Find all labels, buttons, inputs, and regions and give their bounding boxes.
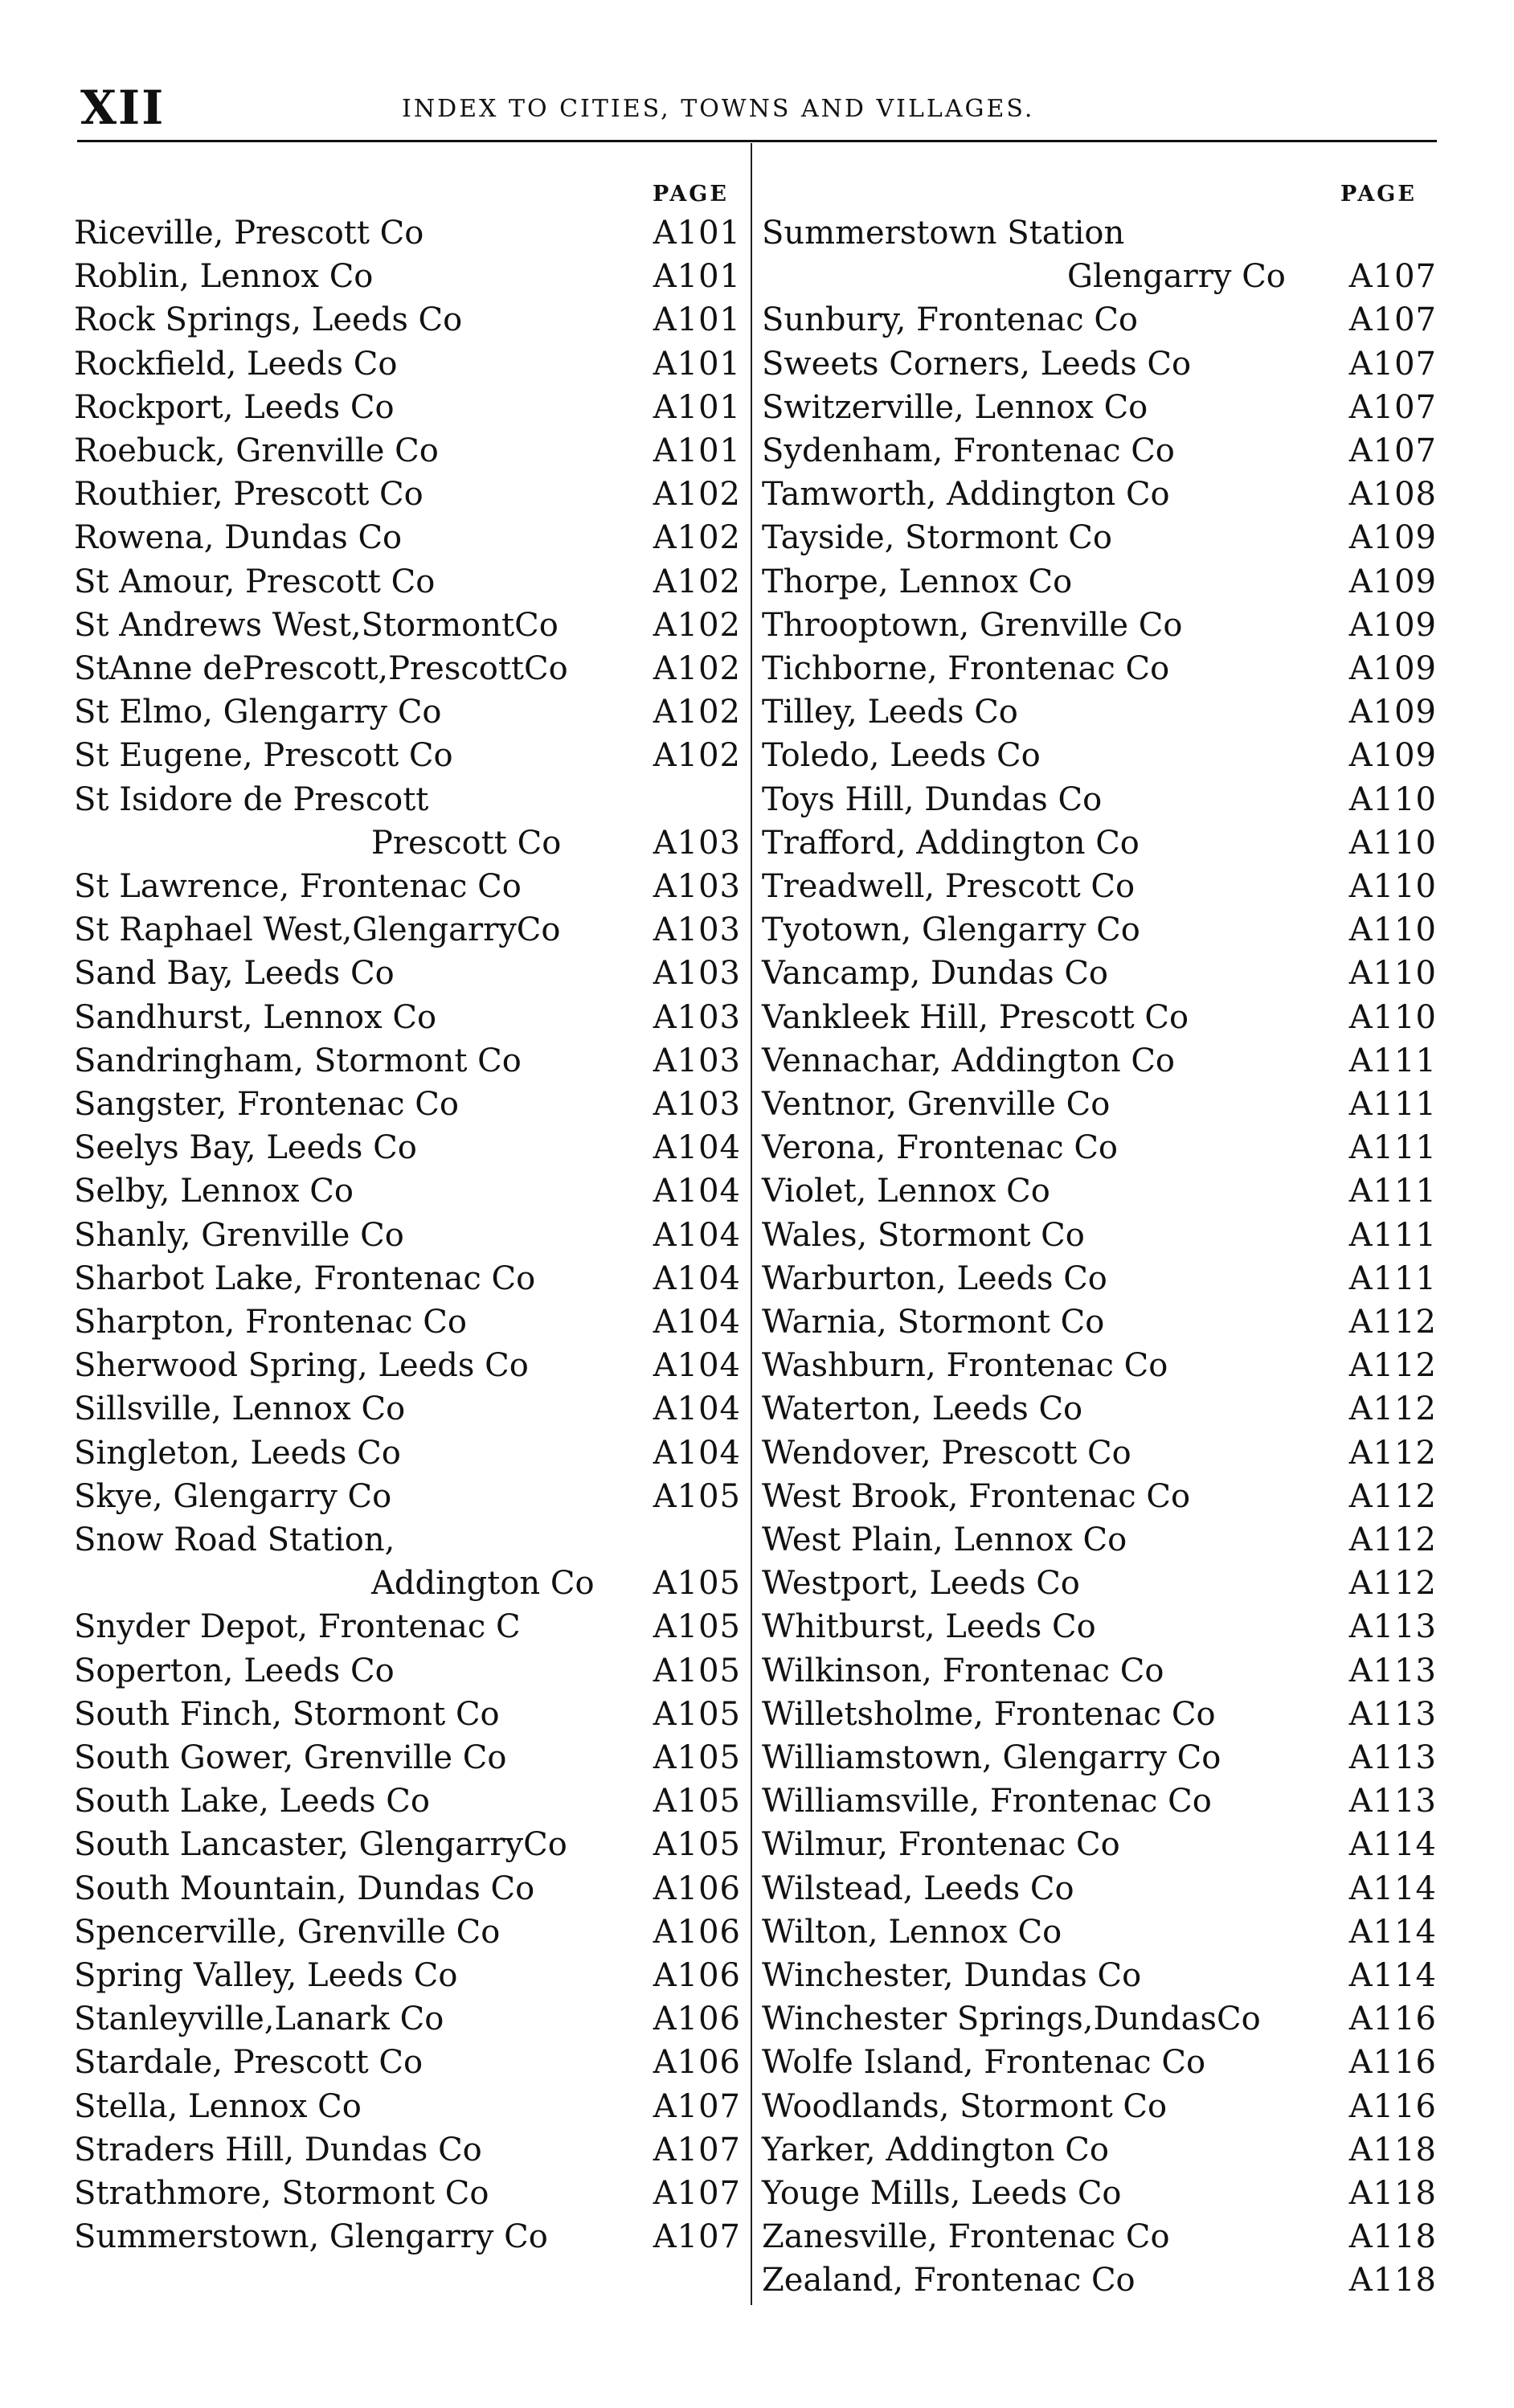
entry-page: A109: [1348, 519, 1437, 557]
entry-name: South Mountain, Dundas Co: [74, 1869, 535, 1907]
entry-name: St Andrews West,StormontCo: [74, 606, 559, 644]
entry-page: A101: [653, 258, 741, 296]
entry-page: A110: [1348, 780, 1437, 818]
index-entry: [74, 2041, 741, 2083]
entry-page: A109: [1348, 563, 1437, 600]
entry-page: A109: [1348, 650, 1437, 687]
index-entry: [74, 1476, 741, 1517]
entry-name: St Eugene, Prescott Co: [74, 737, 453, 775]
entry-name: Ventnor, Grenville Co: [762, 1086, 1111, 1123]
entry-name: Toledo, Leeds Co: [762, 737, 1041, 775]
entry-page: A116: [1348, 2001, 1437, 2038]
entry-page: A112: [1348, 1304, 1437, 1341]
entry-page: A105: [653, 1477, 741, 1515]
entry-page: A116: [1348, 2087, 1437, 2125]
entry-name: Waterton, Leeds Co: [762, 1390, 1083, 1428]
entry-name: Skye, Glengarry Co: [74, 1477, 392, 1515]
entry-page: A114: [1348, 1869, 1437, 1907]
entry-page: A112: [1348, 1390, 1437, 1428]
entry-name: Roblin, Lennox Co: [74, 258, 374, 296]
entry-page: A107: [1348, 258, 1437, 296]
index-entry: [762, 1693, 1437, 1735]
index-entry: [762, 604, 1437, 646]
entry-name: Whitburst, Leeds Co: [762, 1608, 1096, 1646]
entry-page: A110: [1348, 868, 1437, 905]
entry-name: Williamsville, Frontenac Co: [762, 1783, 1212, 1820]
index-entry: [762, 1562, 1437, 1604]
entry-page: A118: [1348, 2218, 1437, 2256]
index-entry: [74, 387, 741, 428]
entry-name: Riceville, Prescott Co: [74, 215, 424, 252]
index-entry: [762, 1606, 1437, 1648]
index-entry: [74, 2173, 741, 2214]
index-entry: [74, 1737, 741, 1779]
entry-page: A105: [653, 1826, 741, 1864]
entry-page: A112: [1348, 1565, 1437, 1603]
entry-continuation: Prescott Co: [371, 824, 562, 862]
entry-page: A114: [1348, 1957, 1437, 1994]
index-entry: [762, 735, 1437, 776]
entry-page: A111: [1348, 1086, 1437, 1123]
right-page-column-label: PAGE: [1340, 182, 1417, 207]
entry-page: A101: [653, 301, 741, 339]
entry-page: A104: [653, 1347, 741, 1385]
entry-name: Zanesville, Frontenac Co: [762, 2218, 1170, 2256]
index-entry: [762, 387, 1437, 428]
entry-page: A107: [653, 2087, 741, 2125]
entry-name: Sharbot Lake, Frontenac Co: [74, 1259, 536, 1297]
entry-page: A102: [653, 519, 741, 557]
index-entry: [74, 2086, 741, 2127]
entry-name: Sandringham, Stormont Co: [74, 1042, 522, 1079]
entry-name: Summerstown, Glengarry Co: [74, 2218, 548, 2256]
index-entry: [762, 1780, 1437, 1822]
entry-page: A113: [1348, 1652, 1437, 1689]
entry-name: Warburton, Leeds Co: [762, 1259, 1107, 1297]
entry-page: A102: [653, 694, 741, 731]
entry-page: A104: [653, 1259, 741, 1297]
entry-name: Rockport, Leeds Co: [74, 388, 395, 426]
entry-page: A103: [653, 824, 741, 862]
index-entry: [762, 299, 1437, 341]
entry-name: Tayside, Stormont Co: [762, 519, 1112, 557]
entry-name: Sangster, Frontenac Co: [74, 1086, 459, 1123]
entry-page: A112: [1348, 1347, 1437, 1385]
index-entry: [74, 1432, 741, 1474]
entry-name: Routhier, Prescott Co: [74, 476, 424, 514]
index-entry: [74, 1911, 741, 1953]
entry-page: A104: [653, 1304, 741, 1341]
entry-name: Washburn, Frontenac Co: [762, 1347, 1168, 1385]
index-entry: [74, 1345, 741, 1386]
entry-name: Sweets Corners, Leeds Co: [762, 345, 1192, 383]
index-entry: [762, 866, 1437, 907]
index-entry: [762, 1737, 1437, 1779]
index-entry: [74, 299, 741, 341]
entry-name: Tilley, Leeds Co: [762, 694, 1018, 731]
entry-name: Wales, Stormont Co: [762, 1216, 1085, 1254]
entry-name: Vennachar, Addington Co: [762, 1042, 1176, 1079]
entry-page: A105: [653, 1739, 741, 1776]
entry-name: Sherwood Spring, Leeds Co: [74, 1347, 529, 1385]
index-entry: [74, 1519, 741, 1561]
index-entry: [74, 1388, 741, 1430]
entry-name: St Raphael West,GlengarryCo: [74, 911, 561, 949]
index-entry: [74, 1214, 741, 1256]
index-entry: [74, 473, 741, 515]
index-entry: [762, 1258, 1437, 1300]
entry-page: A105: [653, 1608, 741, 1646]
entry-page: A104: [653, 1173, 741, 1210]
entry-page: A106: [653, 2001, 741, 2038]
entry-page: A102: [653, 650, 741, 687]
entry-page: A106: [653, 2044, 741, 2082]
index-entry: [762, 1301, 1437, 1343]
header-rule: [77, 140, 1437, 142]
index-entry: [74, 561, 741, 603]
entry-name: Sharpton, Frontenac Co: [74, 1304, 467, 1341]
entry-page: A105: [653, 1783, 741, 1820]
index-entry: [74, 343, 741, 385]
entry-name: Rockfield, Leeds Co: [74, 345, 398, 383]
index-entry: [74, 212, 741, 254]
index-entry: [74, 1780, 741, 1822]
index-entry: [762, 1868, 1437, 1910]
entry-page: A106: [653, 1913, 741, 1951]
entry-page: A110: [1348, 824, 1437, 862]
entry-page: A112: [1348, 1434, 1437, 1472]
index-entry: [762, 1911, 1437, 1953]
index-entry: [74, 1606, 741, 1648]
index-entry: [762, 1083, 1437, 1125]
entry-name: Roebuck, Grenville Co: [74, 432, 439, 469]
index-entry: [762, 1388, 1437, 1430]
index-entry: [74, 1301, 741, 1343]
entry-name: Westport, Leeds Co: [762, 1565, 1080, 1603]
entry-page: A105: [653, 1652, 741, 1689]
index-entry: [762, 691, 1437, 733]
index-entry: [74, 1127, 741, 1169]
entry-name: Straders Hill, Dundas Co: [74, 2131, 482, 2168]
index-entry: [74, 604, 741, 646]
index-entry: [762, 2086, 1437, 2127]
entry-name: South Lake, Leeds Co: [74, 1783, 430, 1820]
index-entry: [762, 2216, 1437, 2258]
index-entry: [762, 1519, 1437, 1561]
entry-name: St Isidore de Prescott: [74, 780, 429, 818]
entry-name: Treadwell, Prescott Co: [762, 868, 1136, 905]
entry-page: A107: [653, 2218, 741, 2256]
entry-page: A101: [653, 345, 741, 383]
entry-name: Wilkinson, Frontenac Co: [762, 1652, 1164, 1689]
entry-page: A103: [653, 955, 741, 993]
entry-page: A103: [653, 1042, 741, 1079]
entry-name: Willetsholme, Frontenac Co: [762, 1695, 1216, 1733]
entry-page: A103: [653, 868, 741, 905]
entry-name: Wilmur, Frontenac Co: [762, 1826, 1120, 1864]
entry-name: Violet, Lennox Co: [762, 1173, 1050, 1210]
entry-name: Selby, Lennox Co: [74, 1173, 354, 1210]
index-entry: [762, 2173, 1437, 2214]
entry-name: Switzerville, Lennox Co: [762, 388, 1148, 426]
index-entry: [74, 1955, 741, 1996]
entry-page: A102: [653, 606, 741, 644]
entry-name: Shanly, Grenville Co: [74, 1216, 404, 1254]
entry-name: Snyder Depot, Frontenac C: [74, 1608, 521, 1646]
entry-page: A111: [1348, 1173, 1437, 1210]
entry-page: A116: [1348, 2044, 1437, 2082]
entry-name: St Elmo, Glengarry Co: [74, 694, 442, 731]
index-entry: [74, 430, 741, 472]
index-entry-continuation: [762, 256, 1437, 297]
entry-name: Wilton, Lennox Co: [762, 1913, 1062, 1951]
entry-page: A104: [653, 1216, 741, 1254]
entry-page: A113: [1348, 1739, 1437, 1776]
entry-name: Vancamp, Dundas Co: [762, 955, 1109, 993]
index-entry: [762, 1040, 1437, 1082]
entry-page: A105: [653, 1565, 741, 1603]
entry-name: Sandhurst, Lennox Co: [74, 998, 437, 1036]
entry-name: Singleton, Leeds Co: [74, 1434, 401, 1472]
index-entry: [74, 648, 741, 690]
index-entry: [762, 1824, 1437, 1865]
entry-page: A105: [653, 1695, 741, 1733]
entry-page: A112: [1348, 1477, 1437, 1515]
entry-page: A102: [653, 737, 741, 775]
entry-page: A118: [1348, 2262, 1437, 2299]
index-entry: [762, 1955, 1437, 1996]
index-entry: [762, 779, 1437, 821]
page-title: INDEX TO CITIES, TOWNS AND VILLAGES.: [402, 95, 1035, 123]
entry-page: A101: [653, 388, 741, 426]
entry-name: Soperton, Leeds Co: [74, 1652, 395, 1689]
index-entry: [762, 952, 1437, 994]
index-entry: [762, 1432, 1437, 1474]
entry-name: Winchester, Dundas Co: [762, 1957, 1142, 1994]
index-entry: [762, 212, 1437, 254]
index-entry-continuation: [74, 822, 741, 864]
index-entry: [74, 952, 741, 994]
index-entry-continuation: [74, 1562, 741, 1604]
index-entry: [74, 1040, 741, 1082]
entry-name: Woodlands, Stormont Co: [762, 2087, 1168, 2125]
entry-page: A114: [1348, 1913, 1437, 1951]
entry-page: A102: [653, 476, 741, 514]
entry-name: Yarker, Addington Co: [762, 2131, 1109, 2168]
entry-page: A106: [653, 1869, 741, 1907]
entry-name: Tamworth, Addington Co: [762, 476, 1170, 514]
entry-page: A107: [1348, 388, 1437, 426]
index-entry: [74, 691, 741, 733]
entry-name: Strathmore, Stormont Co: [74, 2175, 489, 2212]
entry-page: A111: [1348, 1259, 1437, 1297]
entry-name: Thorpe, Lennox Co: [762, 563, 1073, 600]
entry-name: Sand Bay, Leeds Co: [74, 955, 395, 993]
entry-page: A110: [1348, 955, 1437, 993]
entry-name: South Lancaster, GlengarryCo: [74, 1826, 567, 1864]
entry-name: Rock Springs, Leeds Co: [74, 301, 463, 339]
index-entry: [762, 1998, 1437, 2040]
entry-name: Spencerville, Grenville Co: [74, 1913, 501, 1951]
entry-page: A107: [1348, 432, 1437, 469]
entry-page: A107: [1348, 345, 1437, 383]
entry-page: A109: [1348, 694, 1437, 731]
entry-name: Tichborne, Frontenac Co: [762, 650, 1170, 687]
entry-name: Wolfe Island, Frontenac Co: [762, 2044, 1206, 2082]
index-entry: [74, 997, 741, 1038]
entry-name: Stella, Lennox Co: [74, 2087, 362, 2125]
index-entry: [74, 779, 741, 821]
entry-page: A103: [653, 911, 741, 949]
index-entry: [74, 1083, 741, 1125]
entry-name: West Brook, Frontenac Co: [762, 1477, 1191, 1515]
entry-page: A113: [1348, 1695, 1437, 1733]
entry-name: Verona, Frontenac Co: [762, 1129, 1119, 1167]
entry-page: A111: [1348, 1216, 1437, 1254]
index-entry: [74, 2216, 741, 2258]
entry-continuation: Addington Co: [371, 1565, 595, 1603]
entry-name: Zealand, Frontenac Co: [762, 2262, 1136, 2299]
entry-name: South Gower, Grenville Co: [74, 1739, 507, 1776]
entry-page: A102: [653, 563, 741, 600]
index-entry: [762, 2259, 1437, 2301]
entry-page: A104: [653, 1129, 741, 1167]
index-entry: [762, 430, 1437, 472]
entry-name: Seelys Bay, Leeds Co: [74, 1129, 417, 1167]
entry-name: Snow Road Station,: [74, 1521, 395, 1558]
index-entry: [762, 822, 1437, 864]
index-entry: [762, 2041, 1437, 2083]
index-entry: [74, 735, 741, 776]
left-page-column-label: PAGE: [653, 182, 729, 207]
entry-page: A107: [653, 2131, 741, 2168]
index-entry: [74, 866, 741, 907]
entry-name: Summerstown Station: [762, 215, 1125, 252]
entry-name: Wendover, Prescott Co: [762, 1434, 1131, 1472]
page-number: XII: [80, 80, 166, 135]
entry-page: A107: [653, 2175, 741, 2212]
index-entry: [74, 256, 741, 297]
entry-page: A109: [1348, 606, 1437, 644]
entry-name: Sydenham, Frontenac Co: [762, 432, 1175, 469]
entry-name: Sillsville, Lennox Co: [74, 1390, 406, 1428]
entry-page: A107: [1348, 301, 1437, 339]
entry-name: St Lawrence, Frontenac Co: [74, 868, 522, 905]
entry-page: A101: [653, 432, 741, 469]
entry-name: West Plain, Lennox Co: [762, 1521, 1127, 1558]
entry-page: A111: [1348, 1129, 1437, 1167]
column-divider: [751, 143, 752, 2305]
entry-page: A101: [653, 215, 741, 252]
entry-name: Toys Hill, Dundas Co: [762, 780, 1103, 818]
entry-page: A118: [1348, 2175, 1437, 2212]
index-entry: [762, 1127, 1437, 1169]
index-entry: [74, 1998, 741, 2040]
entry-name: Wilstead, Leeds Co: [762, 1869, 1074, 1907]
entry-name: Stardale, Prescott Co: [74, 2044, 424, 2082]
entry-name: Youge Mills, Leeds Co: [762, 2175, 1122, 2212]
index-entry: [74, 2129, 741, 2171]
entry-page: A112: [1348, 1521, 1437, 1558]
index-entry: [762, 1650, 1437, 1692]
entry-name: Winchester Springs,DundasCo: [762, 2001, 1261, 2038]
entry-name: Sunbury, Frontenac Co: [762, 301, 1139, 339]
index-entry: [762, 473, 1437, 515]
index-entry: [762, 648, 1437, 690]
entry-name: St Amour, Prescott Co: [74, 563, 436, 600]
entry-page: A108: [1348, 476, 1437, 514]
index-entry: [74, 517, 741, 559]
entry-name: Rowena, Dundas Co: [74, 519, 403, 557]
entry-name: South Finch, Stormont Co: [74, 1695, 500, 1733]
entry-name: Spring Valley, Leeds Co: [74, 1957, 458, 1994]
index-entry: [762, 1170, 1437, 1212]
entry-continuation: Glengarry Co: [1067, 258, 1286, 296]
index-entry: [762, 1476, 1437, 1517]
entry-page: A114: [1348, 1826, 1437, 1864]
entry-name: Stanleyville,Lanark Co: [74, 2001, 444, 2038]
entry-page: A103: [653, 998, 741, 1036]
entry-page: A103: [653, 1086, 741, 1123]
index-entry: [74, 1170, 741, 1212]
index-entry: [762, 561, 1437, 603]
index-entry: [762, 909, 1437, 951]
index-entry: [762, 517, 1437, 559]
index-entry: [762, 343, 1437, 385]
index-entry: [74, 1258, 741, 1300]
index-entry: [74, 1650, 741, 1692]
index-entry: [762, 997, 1437, 1038]
entry-name: Warnia, Stormont Co: [762, 1304, 1105, 1341]
entry-name: Throoptown, Grenville Co: [762, 606, 1183, 644]
entry-name: StAnne dePrescott,PrescottCo: [74, 650, 568, 687]
index-entry: [762, 1214, 1437, 1256]
entry-page: A109: [1348, 737, 1437, 775]
entry-name: Vankleek Hill, Prescott Co: [762, 998, 1189, 1036]
entry-name: Tyotown, Glengarry Co: [762, 911, 1140, 949]
index-entry: [762, 1345, 1437, 1386]
index-entry: [74, 1693, 741, 1735]
entry-page: A110: [1348, 998, 1437, 1036]
entry-page: A106: [653, 1957, 741, 1994]
index-entry: [74, 1824, 741, 1865]
entry-page: A110: [1348, 911, 1437, 949]
index-entry: [74, 1868, 741, 1910]
entry-page: A104: [653, 1434, 741, 1472]
entry-name: Trafford, Addington Co: [762, 824, 1140, 862]
entry-name: Williamstown, Glengarry Co: [762, 1739, 1221, 1776]
entry-page: A118: [1348, 2131, 1437, 2168]
entry-page: A104: [653, 1390, 741, 1428]
entry-page: A113: [1348, 1783, 1437, 1820]
entry-page: A113: [1348, 1608, 1437, 1646]
index-entry: [762, 2129, 1437, 2171]
entry-page: A111: [1348, 1042, 1437, 1079]
index-entry: [74, 909, 741, 951]
